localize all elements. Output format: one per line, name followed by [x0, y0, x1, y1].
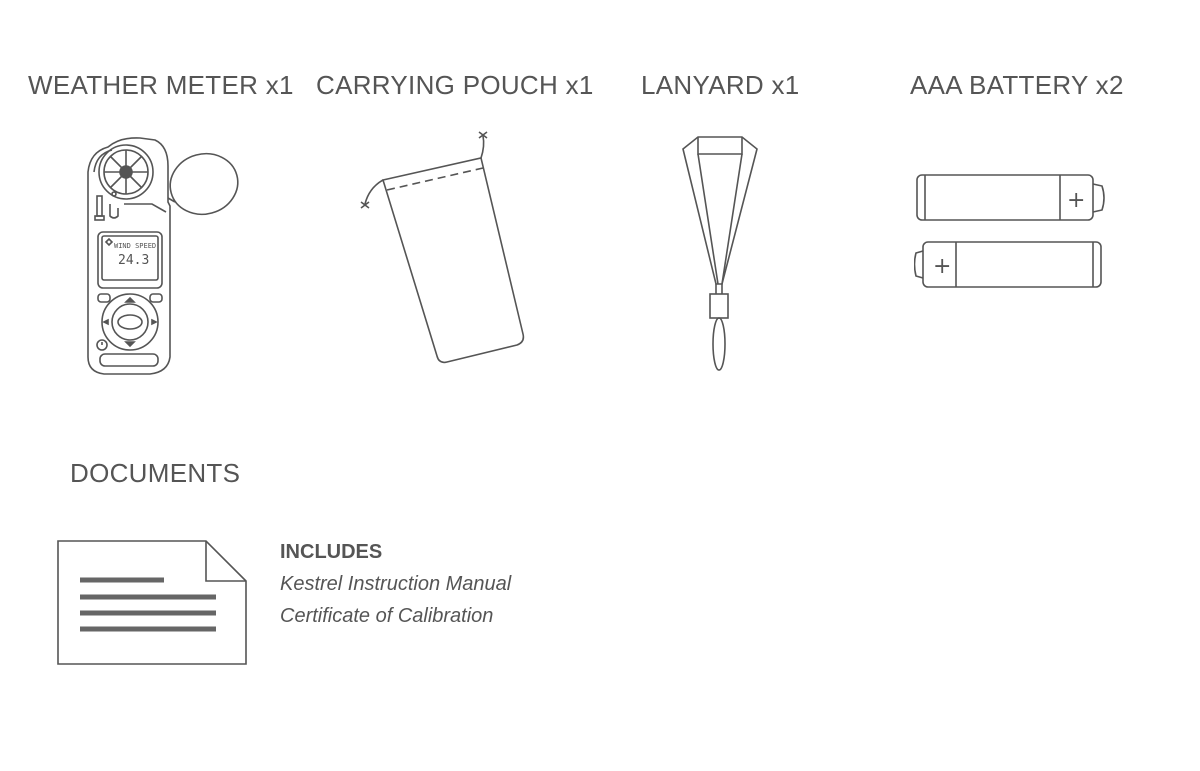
document-icon — [56, 539, 251, 669]
meter-display-value: 24.3 — [118, 253, 150, 268]
battery-plus-label-2: + — [933, 254, 952, 279]
aaa-battery-title: AAA BATTERY x2 — [910, 70, 1124, 100]
includes-heading: INCLUDES — [280, 541, 383, 563]
lanyard-title: LANYARD x1 — [641, 70, 800, 100]
lanyard-icon — [680, 134, 760, 379]
pouch-icon — [355, 128, 530, 373]
battery-plus-label-1: + — [1067, 188, 1086, 213]
document-list-item: Kestrel Instruction Manual — [280, 573, 512, 595]
documents-title: DOCUMENTS — [70, 458, 241, 488]
document-list-item: Certificate of Calibration — [280, 605, 494, 627]
carrying-pouch-title: CARRYING POUCH x1 — [316, 70, 594, 100]
weather-meter-icon — [80, 132, 250, 382]
meter-display-label: WIND SPEED — [114, 242, 157, 250]
battery-icon — [914, 172, 1109, 292]
weather-meter-title: WEATHER METER x1 — [28, 70, 294, 100]
